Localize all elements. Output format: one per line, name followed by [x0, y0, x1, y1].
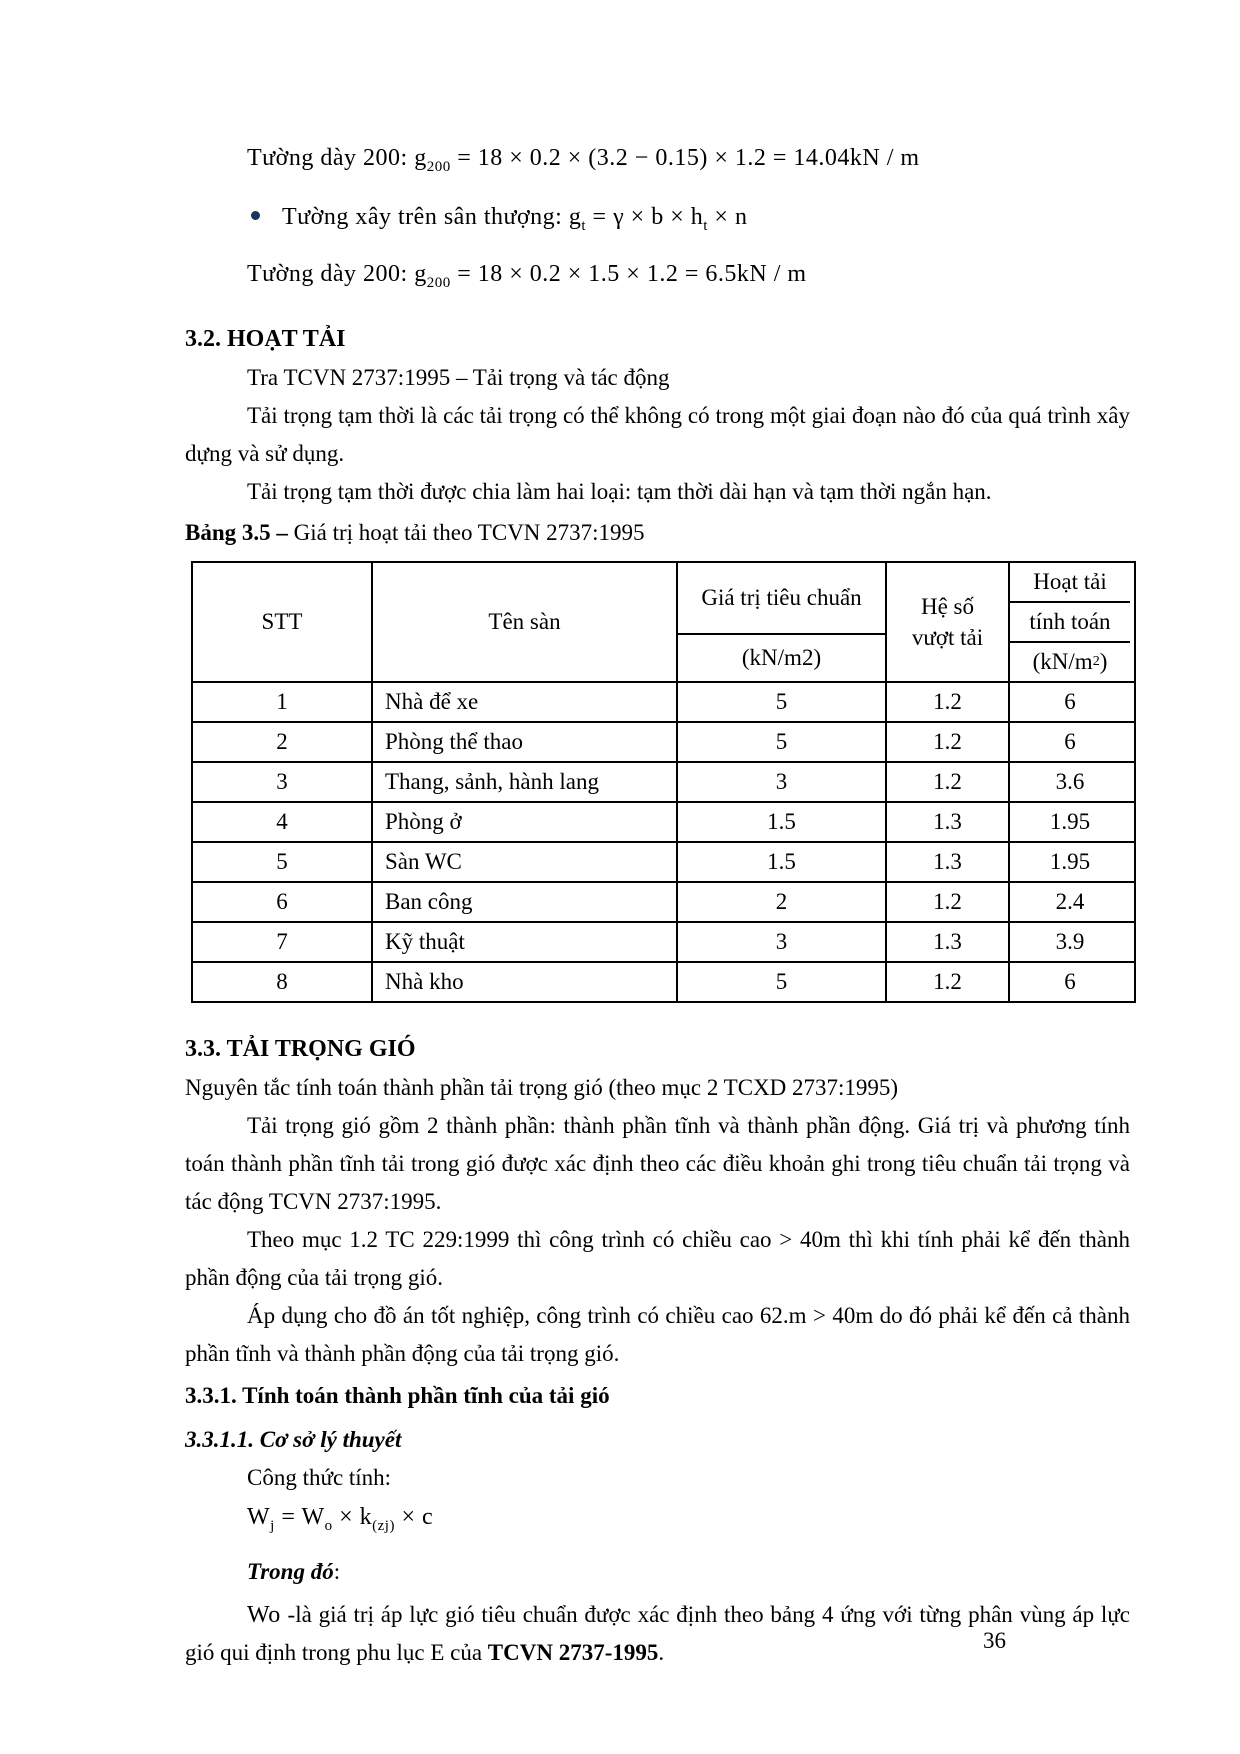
trong-do-colon: : [333, 1559, 341, 1584]
table-caption-text: Giá trị hoạt tải theo TCVN 2737:1995 [287, 520, 645, 545]
cell-floor-name: Phòng thể thao [373, 723, 678, 761]
cell-floor-name: Thang, sảnh, hành lang [373, 763, 678, 801]
wo-text: -là giá trị áp lực gió tiêu chuẩn được xác định theo bảng 4 ứng với từng phân vùng áp lực gió qui định trong phu lục E của [185, 1602, 1130, 1665]
table-row [193, 763, 1134, 803]
formula-label: Tường dày 200: [247, 145, 415, 171]
formula-subscript: o [268, 1602, 281, 1628]
cell-calculated-load: 2.4 [1055, 889, 1085, 914]
formula-subscript: 200 [426, 275, 451, 291]
formula-operator: × c [394, 1504, 434, 1530]
wo-standard-ref: TCVN 2737-1995 [487, 1640, 659, 1665]
header-label-standard-value [678, 563, 885, 635]
cell-overload-factor: 1.2 [887, 963, 1010, 1001]
header-text: (kN/m [1032, 649, 1093, 674]
header-superscript: 2 [1092, 654, 1100, 669]
header-text: Hoạt tải [1033, 569, 1107, 594]
table-row [193, 883, 1134, 923]
header-cell-floor-name [373, 563, 678, 681]
formula-symbol: k [359, 1504, 373, 1530]
table-row [193, 923, 1134, 963]
cell-standard-value: 2 [678, 883, 887, 921]
cell-standard-value: 5 [678, 723, 887, 761]
trong-do-label: Trong đó [247, 1559, 334, 1584]
paragraph-wind-principle: Nguyên tắc tính toán thành phần tải trọng gió (theo mục 2 TCXD 2737:1995) [185, 1075, 899, 1100]
header-cell-calculated-load [1010, 563, 1130, 681]
cell-floor-name: Nhà kho [373, 963, 678, 1001]
header-cell-standard-value [678, 563, 887, 681]
table-row [193, 963, 1134, 1001]
formula-symbol: W [247, 1602, 269, 1628]
cell-overload-factor: 1.3 [887, 803, 1010, 841]
bullet-label: Tường xây trên sân thượng: [282, 204, 569, 230]
header-cell-stt [193, 563, 373, 681]
formula-expression: = 18 × 0.2 × (3.2 − 0.15) × 1.2 = 14.04kN / m [450, 145, 920, 171]
cell-stt: 4 [193, 803, 373, 841]
cell-standard-value: 1.5 [678, 803, 887, 841]
bullet-icon [251, 211, 260, 220]
table-row [193, 683, 1134, 723]
header-text: vượt tải [911, 625, 984, 650]
formula-symbol: g [568, 204, 582, 230]
cell-floor-name: Nhà để xe [373, 683, 678, 721]
cell-stt: 5 [193, 843, 373, 881]
wo-period: . [658, 1640, 665, 1665]
cell-floor-name: Ban công [373, 883, 678, 921]
paragraph-temp-load-def: Tải trọng tạm thời là các tải trọng có thể không có trong một giai đoạn nào đó của quá trình xây dựng và sử dụng. [185, 403, 1130, 466]
cell-overload-factor: 1.2 [887, 723, 1010, 761]
header-label-live-load [1010, 563, 1130, 603]
paragraph-temp-load-types: Tải trọng tạm thời được chia làm hai loại: tạm thời dài hạn và tạm thời ngắn hạn. [247, 479, 992, 504]
cell-overload-factor: 1.3 [887, 923, 1010, 961]
formula-operator: × [332, 1504, 360, 1530]
cell-stt: 8 [193, 963, 373, 1001]
cell-standard-value: 5 [678, 963, 887, 1001]
header-label-floor-name: Tên sàn [488, 609, 561, 634]
section-heading-3-3: 3.3. TẢI TRỌNG GIÓ [185, 1036, 416, 1062]
formula-expression: × n [707, 204, 748, 230]
paragraph-tcvn-ref: Tra TCVN 2737:1995 – Tải trọng và tác động [247, 365, 670, 390]
cell-stt: 1 [193, 683, 373, 721]
paragraph-formula-intro: Công thức tính: [247, 1465, 392, 1490]
cell-stt: 2 [193, 723, 373, 761]
header-text: ) [1099, 649, 1108, 674]
table-caption [185, 513, 1130, 553]
header-text: (kN/m2) [741, 645, 822, 670]
formula-symbol: W [301, 1504, 325, 1530]
cell-floor-name: Sàn WC [373, 843, 678, 881]
formula-wall-200-roof-level [247, 138, 1130, 187]
formula-wind-pressure [247, 1497, 1130, 1546]
paragraph-wind-components: Tải trọng gió gồm 2 thành phần: thành phần tĩnh và thành phần động. Giá trị và phương tính toán thành phần tĩnh tải trong gió được xác định theo các điều khoản ghi trong tiêu chuẩn tải trọng và tác động TCVN 2737:1995. [185, 1113, 1130, 1214]
formula-subscript: (zj) [372, 1518, 395, 1534]
cell-calculated-load: 6 [1064, 689, 1076, 714]
cell-stt: 7 [193, 923, 373, 961]
cell-floor-name: Kỹ thuật [373, 923, 678, 961]
section-heading-3-2: 3.2. HOẠT TẢI [185, 326, 346, 352]
formula-label: Tường dày 200: [247, 261, 415, 287]
cell-calculated-load: 3.9 [1055, 929, 1085, 954]
formula-subscript: o [324, 1518, 333, 1534]
page-number: 36 [983, 1628, 1006, 1653]
formula-expression: = γ × b × [586, 204, 691, 230]
header-text: tính toán [1029, 609, 1111, 634]
live-load-table [191, 561, 1136, 1003]
formula-symbol: g [414, 145, 427, 171]
header-cell-overload-factor [887, 563, 1010, 681]
table-caption-number: Bảng 3.5 – [185, 520, 288, 545]
cell-calculated-load: 1.95 [1049, 809, 1091, 834]
formula-subscript: t [581, 218, 587, 234]
table-header-row [193, 563, 1134, 683]
cell-stt: 3 [193, 763, 373, 801]
cell-stt: 6 [193, 883, 373, 921]
formula-subscript: 200 [426, 159, 451, 175]
cell-calculated-load: 6 [1064, 729, 1076, 754]
cell-overload-factor: 1.2 [887, 883, 1010, 921]
cell-standard-value: 3 [678, 763, 887, 801]
table-row [193, 723, 1134, 763]
header-unit-standard [678, 635, 885, 681]
paragraph-apply-project: Áp dụng cho đồ án tốt nghiệp, công trình có chiều cao 62.m > 40m do đó phải kể đến cả thành phần tĩnh và thành phần động của tải trọng gió. [185, 1303, 1130, 1366]
cell-standard-value: 1.5 [678, 843, 887, 881]
cell-overload-factor: 1.3 [887, 843, 1010, 881]
table-row [193, 803, 1134, 843]
subsection-heading-3-3-1-1: 3.3.1.1. Cơ sở lý thuyết [185, 1427, 402, 1452]
formula-symbol: W [247, 1504, 271, 1530]
header-label-calculated [1010, 603, 1130, 643]
cell-calculated-load: 3.6 [1055, 769, 1085, 794]
cell-overload-factor: 1.2 [887, 763, 1010, 801]
formula-subscript: t [703, 218, 708, 234]
formula-wall-200-terrace [247, 254, 1130, 303]
header-label-stt: STT [261, 609, 303, 634]
formula-expression: = 18 × 0.2 × 1.5 × 1.2 = 6.5kN / m [450, 261, 807, 287]
subsection-heading-3-3-1: 3.3.1. Tính toán thành phần tĩnh của tải gió [185, 1383, 610, 1408]
formula-symbol: g [414, 261, 427, 287]
formula-symbol: h [690, 204, 704, 230]
header-text: Giá trị tiêu chuẩn [701, 585, 862, 610]
bullet-item-roof-wall [251, 197, 1130, 246]
table-row [193, 843, 1134, 883]
cell-standard-value: 5 [678, 683, 887, 721]
header-label-overload-factor [912, 591, 983, 653]
cell-overload-factor: 1.2 [887, 683, 1010, 721]
paragraph-tc229: Theo mục 1.2 TC 229:1999 thì công trình có chiều cao > 40m thì khi tính phải kể đến thành phần động của tải trọng gió. [185, 1227, 1130, 1290]
cell-calculated-load: 6 [1064, 969, 1076, 994]
header-text: Hệ số [920, 594, 974, 619]
paragraph-trong-do [247, 1552, 1130, 1592]
header-unit-calculated [1010, 643, 1130, 681]
cell-floor-name: Phòng ở [373, 803, 678, 841]
page-content [185, 138, 1130, 1672]
cell-calculated-load: 1.95 [1049, 849, 1091, 874]
formula-subscript: j [270, 1518, 275, 1534]
formula-operator: = [274, 1504, 302, 1530]
cell-standard-value: 3 [678, 923, 887, 961]
